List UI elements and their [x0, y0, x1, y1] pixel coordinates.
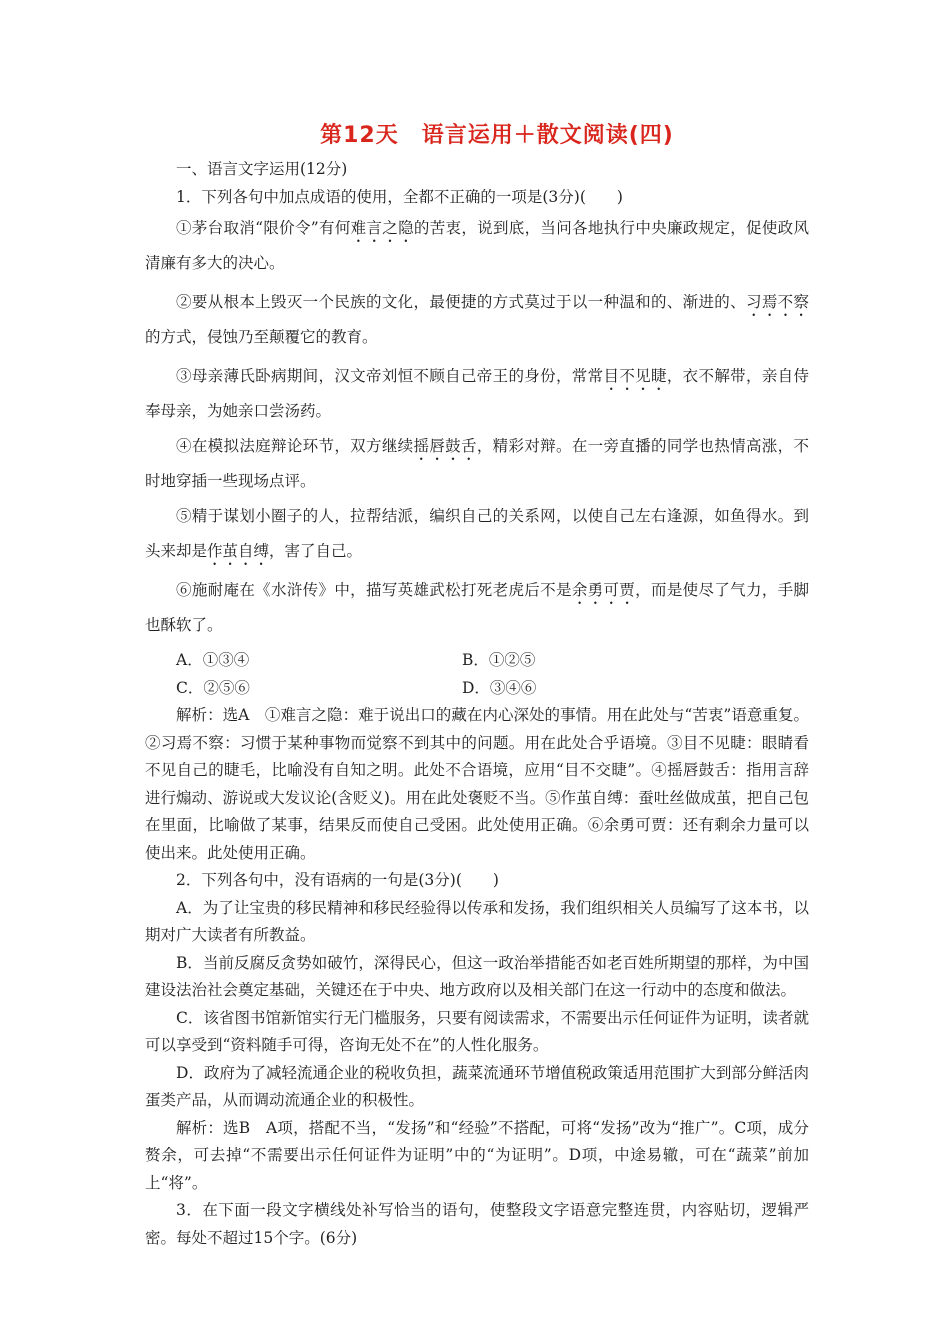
dotted-idiom: 摇唇鼓舌 [413, 437, 477, 455]
question-1-analysis: 解析：选A ①难言之隐：难于说出口的藏在内心深处的事情。用在此处与“苦衷”语意重复。②习焉不察：习惯于某种事物而觉察不到其中的问题。用在此处合乎语境。③目不见睫：眼睛看不见自己的睫毛，比喻没有自知之明。此处不合语境，应用“目不交睫”。④摇唇鼓舌：指用言辞进行煽动、游说或大发议论(含贬义)。用在此处褒贬不当。⑤作茧自缚：蚕吐丝做成茧，把自己包在里面，比喻做了某事，结果反而使自己受困。此处使用正确。⑥余勇可贾：还有剩余力量可以使出来。此处使用正确。 [145, 706, 809, 862]
question-2-stem: 2．下列各句中，没有语病的一句是(3分)( ) [176, 871, 499, 889]
dotted-idiom: 难言之隐 [350, 219, 414, 237]
document-page [145, 118, 809, 1252]
question-2-option-b: B．当前反腐反贪势如破竹，深得民心，但这一政治举措能否如老百姓所期望的那样，为中国建设法治社会奠定基础，关键还在于中央、地方政府以及相关部门在这一行动中的态度和做法。 [145, 953, 809, 999]
option-a: A．①③④ [176, 651, 250, 669]
option-d: D．③④⑥ [462, 678, 537, 697]
question-1-sentence-6: ⑥施耐庵在《水浒传》中，描写英雄武松打死老虎后不是余勇可贾，而是使尽了气力，手脚也酥软了。 [145, 581, 809, 634]
question-2-option-c: C．该省图书馆新馆实行无门槛服务，只要有阅读需求，不需要出示任何证件为证明，读者就可以享受到“资料随手可得，咨询无处不在”的人性化服务。 [145, 1008, 809, 1054]
question-2-option-a: A．为了让宝贵的移民精神和移民经验得以传承和发扬，我们组织相关人员编写了这本书，以期对广大读者有所教益。 [145, 898, 809, 944]
dotted-idiom: 作茧自缚 [207, 542, 270, 560]
options-row-1 [176, 647, 809, 675]
question-1-sentence-3: ③母亲薄氏卧病期间，汉文帝刘恒不顾自己帝王的身份，常常目不见睫，衣不解带，亲自侍奉母亲，为她亲口尝汤药。 [145, 367, 809, 420]
question-3-stem: 3．在下面一段文字横线处补写恰当的语句，使整段文字语意完整连贯，内容贴切，逻辑严密。每处不超过15个字。(6分) [145, 1201, 809, 1247]
question-2-analysis: 解析：选B A项，搭配不当，“发扬”和“经验”不搭配，可将“发扬”改为“推广”。C项，成分赘余，可去掉“不需要出示任何证件为证明”中的“为证明”。D项，中途易辙，可在“蔬菜”前加上“将”。 [145, 1118, 809, 1192]
dotted-idiom: 目不见睫 [603, 367, 667, 385]
dotted-idiom: 习焉不察 [745, 293, 809, 311]
dotted-idiom: 余勇可贾 [571, 581, 636, 599]
question-1-sentence-1: ①茅台取消“限价令”有何难言之隐的苦衷，说到底，当问各地执行中央廉政规定，促使政风清廉有多大的决心。 [145, 219, 809, 272]
question-1-stem: 1．下列各句中加点成语的使用，全都不正确的一项是(3分)( ) [176, 187, 623, 206]
page-title: 第12天 语言运用＋散文阅读(四) [320, 123, 674, 148]
options-row-2 [176, 675, 809, 703]
question-1-sentence-2: ②要从根本上毁灭一个民族的文化，最便捷的方式莫过于以一种温和的、渐进的、习焉不察的方式，侵蚀乃至颠覆它的教育。 [145, 293, 809, 346]
question-2-option-d: D．政府为了减轻流通企业的税收负担，蔬菜流通环节增值税政策适用范围扩大到部分鲜活肉蛋类产品，从而调动流通企业的积极性。 [145, 1063, 809, 1109]
question-1-sentence-5: ⑤精于谋划小圈子的人，拉帮结派，编织自己的关系网，以使自己左右逢源，如鱼得水。到头来却是作茧自缚，害了自己。 [145, 507, 809, 560]
question-1-sentence-4: ④在模拟法庭辩论环节，双方继续摇唇鼓舌，精彩对辩。在一旁直播的同学也热情高涨，不时地穿插一些现场点评。 [145, 437, 809, 490]
section-heading: 一、语言文字运用(12分) [176, 160, 348, 178]
option-b: B．①②⑤ [462, 651, 536, 669]
option-c: C．②⑤⑥ [176, 678, 250, 697]
